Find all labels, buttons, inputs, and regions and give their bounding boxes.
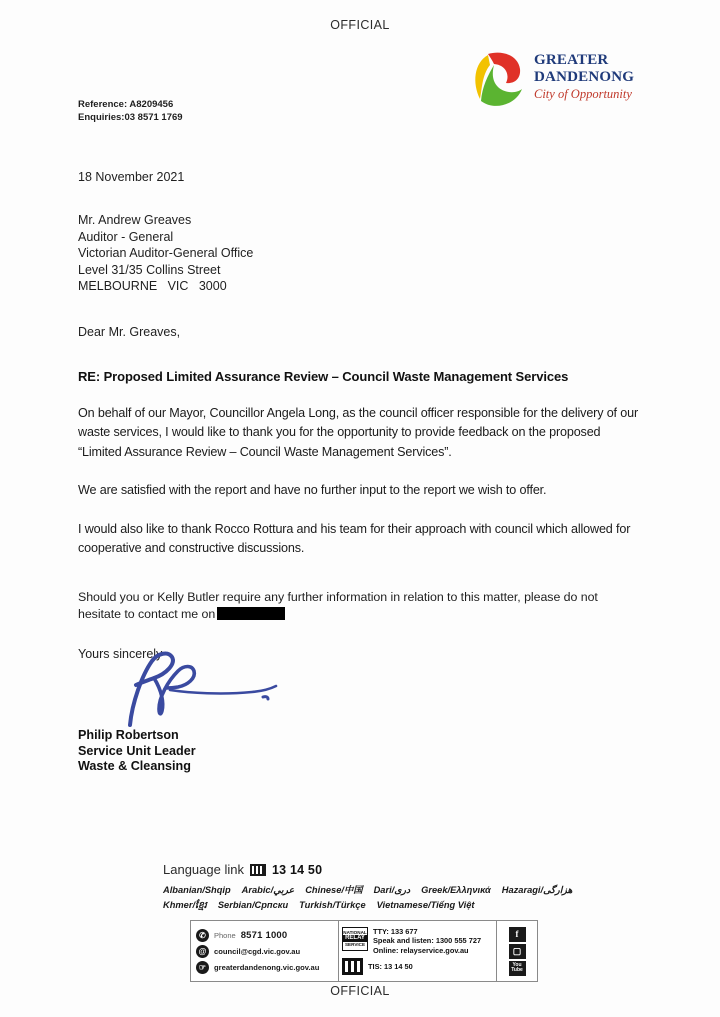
email-address: council@cgd.vic.gov.au — [214, 946, 301, 956]
enquiries-number: Enquiries:03 8571 1769 — [78, 112, 183, 123]
paragraph-2: We are satisfied with the report and have no further input to the report we wish to offer. — [78, 483, 547, 497]
relay-service-row — [342, 927, 491, 956]
youtube-icon[interactable]: You Tube — [509, 961, 526, 976]
subject-line: RE: Proposed Limited Assurance Review – Council Waste Management Services — [78, 368, 569, 384]
facebook-icon[interactable]: f — [509, 927, 526, 942]
letter-date: 18 November 2021 — [78, 170, 185, 184]
signoff-block — [78, 728, 196, 775]
email-icon: @ — [196, 945, 209, 958]
paragraph-1: On behalf of our Mayor, Councillor Angela Long, as the council officer responsible for the delivery of our waste services, I would like to thank you for the opportunity to provide feedback on the proposed “Limited Assurance Review – Council Waste Management Services”. — [78, 405, 639, 459]
signer-title: Service Unit Leader — [78, 743, 196, 758]
language-list-row-2 — [163, 898, 563, 913]
email-row[interactable] — [196, 945, 333, 958]
relay-contact-lines — [373, 927, 481, 956]
signer-department: Waste & Cleansing — [78, 759, 191, 773]
contact-column-accessibility — [339, 921, 497, 981]
relay-badge-line-2: RELAY — [343, 935, 367, 942]
addressee-line: MELBOURNE VIC 3000 — [78, 279, 227, 293]
language-link-header — [163, 862, 563, 877]
language-item: Hazaragi/هزارگی — [501, 885, 573, 895]
contact-details-box — [190, 920, 538, 982]
website-address: greaterdandenong.vic.gov.au — [214, 962, 320, 972]
signer-name: Philip Robertson — [78, 728, 179, 742]
language-item: Serbian/Српски — [217, 900, 289, 910]
logo-mark-icon — [468, 49, 530, 111]
national-relay-service-icon — [342, 927, 368, 951]
language-item: Greek/Ελληνικά — [421, 885, 491, 895]
logo-line-dandenong: DANDENONG — [534, 69, 635, 85]
tis-row — [342, 958, 491, 975]
greater-dandenong-logo — [468, 47, 666, 113]
relay-badge-line-1: NATIONAL — [343, 929, 367, 935]
phone-number: 8571 1000 — [240, 929, 288, 941]
phone-icon: ✆ — [196, 929, 209, 942]
reference-number: Reference: A8209456 — [78, 99, 174, 110]
letter-body — [78, 170, 644, 661]
salutation: Dear Mr. Greaves, — [78, 324, 181, 339]
language-link-number: 13 14 50 — [271, 862, 323, 877]
addressee-line: Level 31/35 Collins Street — [78, 262, 221, 277]
official-marking-bottom: OFFICIAL — [330, 984, 390, 998]
speak-and-listen-line: Speak and listen: 1300 555 727 — [373, 936, 482, 946]
language-item: Dari/دری — [373, 885, 411, 895]
contact-column-primary — [191, 921, 339, 981]
language-item: Khmer/ខ្មែរ — [163, 900, 207, 910]
official-marking-top: OFFICIAL — [330, 18, 390, 32]
language-item: Arabic/عربي — [241, 885, 295, 895]
phone-label: Phone — [214, 930, 236, 940]
language-item: Albanian/Shqip — [163, 885, 231, 895]
language-item: Vietnamese/Tiếng Việt — [376, 900, 475, 910]
logo-line-greater: GREATER — [534, 52, 609, 68]
paragraph-3: I would also like to thank Rocco Rottura and his team for their approach with council which allowed for cooperative and constructive discussions. — [78, 521, 631, 555]
language-link-label: Language link — [163, 862, 244, 877]
tis-number: TIS: 13 14 50 — [368, 962, 413, 972]
language-item: Chinese/中国 — [305, 885, 363, 895]
website-row[interactable] — [196, 961, 333, 974]
interpreter-icon — [250, 864, 266, 876]
addressee-line: Mr. Andrew Greaves — [78, 213, 192, 227]
tty-line: TTY: 133 677 — [373, 926, 418, 936]
addressee-block — [78, 212, 644, 295]
paragraph-4 — [78, 589, 644, 623]
relay-badge-line-3: SERVICE — [344, 942, 366, 948]
logo-tagline: City of Opportunity — [534, 87, 632, 101]
closing-line: Yours sincerely — [78, 646, 163, 661]
language-item: Turkish/Türkçe — [299, 900, 366, 910]
logo-wordmark — [534, 52, 666, 102]
language-list-row-1 — [163, 883, 573, 898]
relay-online-line: Online: relayservice.gov.au — [373, 945, 469, 955]
reference-block — [78, 98, 183, 124]
footer-language-block — [163, 862, 573, 913]
addressee-line: Victorian Auditor-General Office — [78, 246, 254, 260]
phone-row — [196, 929, 333, 942]
instagram-icon[interactable]: ▢ — [509, 944, 526, 959]
redaction-box — [217, 607, 285, 620]
paragraph-4-text: Should you or Kelly Butler require any further information in relation to this matter, please do not hesitate to contact me on — [78, 589, 598, 621]
tis-icon — [342, 958, 363, 975]
signature-image — [112, 645, 322, 730]
contact-column-social — [497, 921, 537, 981]
globe-icon: ☞ — [196, 961, 209, 974]
addressee-line: Auditor - General — [78, 229, 174, 244]
